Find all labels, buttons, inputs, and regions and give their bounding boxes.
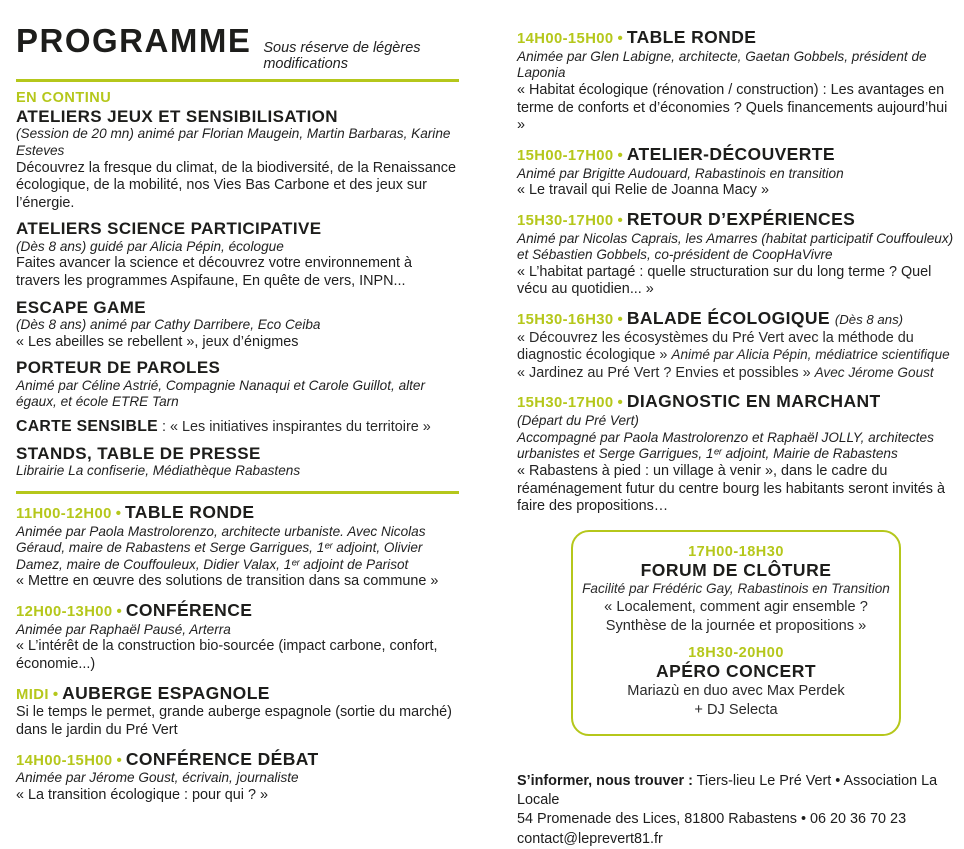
box-event-time: 17H00-18H30 [688, 543, 784, 560]
session-credit: Animé par Brigitte Audouard, Rabastinois en transition [517, 165, 844, 181]
session-credit: Animée par Jérome Goust, écrivain, journaliste [16, 770, 299, 786]
box-event-line: + DJ Selecta [694, 701, 778, 718]
session-title: TABLE RONDE [124, 501, 255, 522]
session-credit: Animée par Raphaël Pausé, Arterra [16, 621, 231, 637]
session-table-ronde-11h [16, 502, 459, 591]
workshop-title: ATELIERS JEUX ET SENSIBILISATION [16, 106, 338, 126]
accent-divider-top [16, 79, 459, 82]
box-event-line: « Localement, comment agir ensemble ? [604, 598, 868, 615]
session-conference-12h [16, 600, 459, 674]
session-auberge-espagnole [16, 683, 459, 740]
bullet-separator: • [617, 310, 623, 328]
session-heading [517, 144, 954, 166]
bullet-separator: • [617, 211, 623, 229]
session-heading [16, 502, 459, 524]
bullet-separator: • [52, 685, 59, 703]
session-retour-experiences [517, 209, 954, 299]
workshop-description: Faites avancer la science et découvrez votre environnement à travers les programmes Aspifaune, En quête de vers, INPN... [16, 255, 412, 290]
box-event-line: Synthèse de la journée et propositions » [605, 617, 867, 634]
session-title: TABLE RONDE [626, 27, 757, 47]
session-title: DIAGNOSTIC EN MARCHANT [626, 391, 881, 412]
session-description: « Rabastens à pied : un village à venir », dans le cadre du réaménagement futur du centre bourg les habitants seront invités à faire des propositions… [517, 463, 945, 515]
session-credit: Animée par Paola Mastrolorenzo, architecte urbaniste. Avec Nicolas Géraud, maire de Rabastens et Serge Garrigues, 1ᵉʳ adjoint, Olivier Damez, maire de Couffouleux, Didier Valax, 1ᵉʳ adjoint de Parisot [16, 523, 426, 572]
workshop-credit: (Dès 8 ans) guidé par Alicia Pépin, écologue [16, 238, 284, 254]
session-time: 15H00-17H00 [517, 147, 614, 164]
workshop-credit: (Session de 20 mn) animé par Florian Maugein, Martin Barbaras, Karine Esteves [16, 126, 451, 159]
closing-events-box [571, 530, 901, 736]
workshop-science-participative [16, 219, 459, 290]
session-time: 14H00-15H00 [16, 752, 113, 769]
session-heading [517, 308, 954, 330]
session-table-ronde-14h [517, 27, 954, 135]
bullet-separator: • [617, 146, 623, 164]
carte-sensible-text: : « Les initiatives inspirantes du territoire » [158, 418, 431, 435]
workshop-credit: Librairie La confiserie, Médiathèque Rabastens [16, 463, 301, 479]
session-title: CONFÉRENCE DÉBAT [125, 748, 319, 769]
accent-divider-middle [16, 491, 459, 494]
en-continu-label: EN CONTINU [16, 90, 112, 106]
session-credit-inline: Animé par Alicia Pépin, médiatrice scientifique [671, 347, 950, 363]
contact-line [517, 772, 954, 811]
contact-address: 54 Promenade des Lices, 81800 Rabastens • 06 20 36 70 23 [517, 811, 907, 828]
session-title: CONFÉRENCE [125, 600, 253, 620]
bullet-separator: • [617, 30, 623, 47]
session-heading [517, 391, 954, 413]
carte-sensible-label: CARTE SENSIBLE [16, 417, 158, 435]
session-description: « Mettre en œuvre des solutions de transition dans sa commune » [16, 573, 439, 590]
workshop-description: Découvrez la fresque du climat, de la biodiversité, de la Renaissance écologique, de la mobilité, nos Vies Bas Carbone et des jeux sur l’énergie. [16, 159, 456, 211]
workshop-ateliers-jeux [16, 107, 459, 212]
session-description: Si le temps le permet, grande auberge espagnole (sortie du marché) dans le jardin du Pré Vert [16, 704, 452, 739]
session-credit: Animée par Glen Labigne, architecte, Gaetan Gobbels, président de Laponia [517, 48, 927, 81]
session-description: « L’intérêt de la construction bio-sourcée (impact carbone, confort, économie...) [16, 638, 438, 673]
page-subtitle: Sous réserve de légères modifications [263, 40, 421, 72]
left-column [16, 24, 459, 849]
workshop-description: « Les abeilles se rebellent », jeux d’énigmes [16, 333, 299, 350]
workshop-title: PORTEUR DE PAROLES [16, 358, 221, 378]
session-time: MIDI [16, 686, 49, 703]
session-time: 15H30-16H30 [517, 311, 614, 328]
session-credit-inline: Avec Jérome Goust [814, 364, 934, 380]
bullet-separator: • [617, 394, 623, 412]
contact-label: S’informer, nous trouver : [517, 772, 693, 789]
session-departure: (Départ du Pré Vert) [517, 413, 639, 429]
workshop-escape-game [16, 298, 459, 352]
carte-sensible-line [16, 417, 459, 437]
session-quote: « Découvrez les écosystèmes du Pré Vert avec la méthode du diagnostic écologique » [517, 329, 914, 364]
workshop-porteur-de-paroles [16, 358, 459, 411]
session-description: « L’habitat partagé : quelle structuration sur du long terme ? Quel vécu au quotidien... » [517, 263, 932, 298]
box-event-title: APÉRO CONCERT [655, 661, 817, 682]
box-event-line: Mariazù en duo avec Max Perdek [627, 682, 845, 699]
page-title: PROGRAMME [16, 22, 252, 59]
session-atelier-decouverte [517, 144, 954, 200]
box-event-credit: Facilité par Frédéric Gay, Rabastinois en Transition [582, 580, 890, 596]
session-heading [517, 209, 954, 231]
session-time: 12H00-13H00 [16, 604, 113, 620]
bullet-separator: • [115, 504, 121, 522]
session-heading [16, 600, 459, 622]
session-time: 14H00-15H00 [517, 31, 614, 47]
contact-email: contact@leprevert81.fr [517, 830, 663, 847]
session-diagnostic-en-marchant [517, 391, 954, 515]
contact-info [517, 772, 954, 849]
session-heading [16, 749, 459, 771]
session-credit: Accompagné par Paola Mastrolorenzo et Raphaël JOLLY, architectes urbanistes et Serge Garrigues, 1ᵉʳ adjoint, Mairie de Rabastens [517, 429, 934, 462]
session-time: 15H30-17H00 [517, 395, 614, 412]
session-title: RETOUR D’EXPÉRIENCES [626, 208, 856, 229]
right-column [517, 24, 954, 849]
bullet-separator: • [116, 751, 122, 769]
session-description: « La transition écologique : pour qui ? » [16, 787, 269, 804]
session-description: « Habitat écologique (rénovation / construction) : Les avantages en terme de conforts et d’économies ? Quels financements aujourd’hui » [517, 82, 948, 134]
session-title: ATELIER-DÉCOUVERTE [626, 143, 835, 164]
bullet-separator: • [116, 603, 122, 620]
session-age-note: (Dès 8 ans) [834, 311, 904, 327]
box-event-title: FORUM DE CLÔTURE [640, 559, 832, 580]
session-balade-ecologique [517, 308, 954, 383]
session-quote: « Jardinez au Pré Vert ? Envies et possibles » [517, 364, 815, 381]
session-line [517, 365, 954, 383]
masthead [16, 24, 459, 72]
contact-venue: Tiers-lieu Le Pré Vert • Association La Locale [517, 772, 938, 808]
workshop-title: ATELIERS SCIENCE PARTICIPATIVE [16, 219, 322, 239]
workshop-credit: (Dès 8 ans) animé par Cathy Darribere, Eco Ceiba [16, 317, 321, 333]
session-title: AUBERGE ESPAGNOLE [62, 682, 270, 703]
session-conference-debat-14h [16, 749, 459, 805]
workshop-credit: Animé par Céline Astrié, Compagnie Nanaqui et Carole Guillot, alter égaux, et école ETRE Tarn [16, 377, 426, 410]
box-event-time: 18H30-20H00 [688, 645, 784, 662]
session-heading [517, 27, 954, 49]
workshop-title: ESCAPE GAME [16, 297, 147, 317]
stands-table-de-presse [16, 444, 459, 480]
session-description: « Le travail qui Relie de Joanna Macy » [517, 182, 769, 199]
session-time: 11H00-12H00 [16, 505, 112, 522]
session-line [517, 330, 954, 365]
workshop-title: STANDS, TABLE DE PRESSE [16, 443, 261, 463]
session-credit: Animé par Nicolas Caprais, les Amarres (habitat participatif Couffouleux) et Sébastien Gobbels, co-président de CoopHaVivre [517, 230, 954, 263]
session-time: 15H30-17H00 [517, 212, 614, 229]
session-title: BALADE ÉCOLOGIQUE [626, 307, 831, 328]
